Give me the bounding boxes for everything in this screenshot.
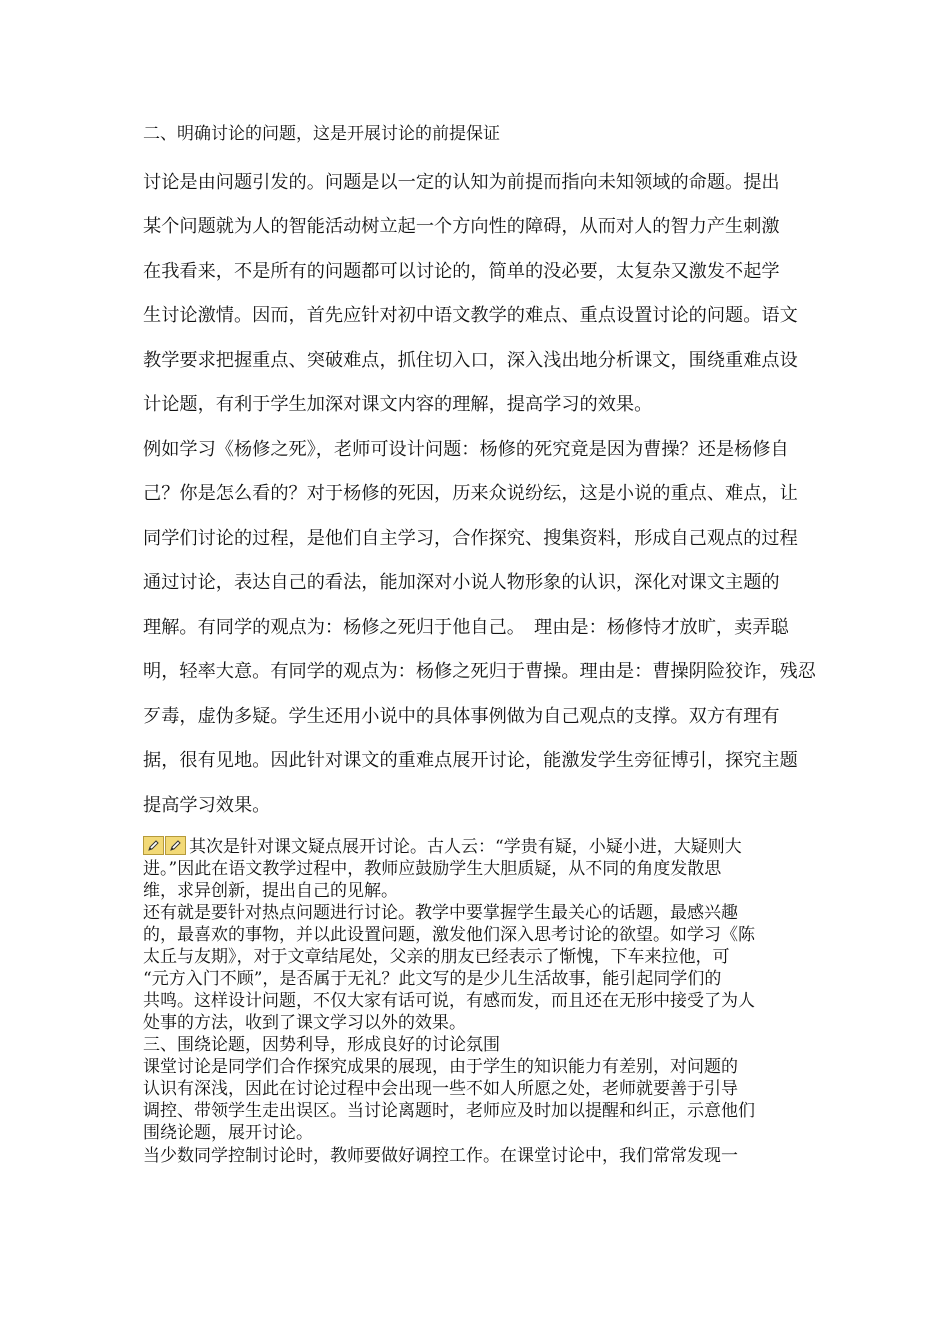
text-line: 计论题，有利于学生加深对课文内容的理解，提高学习的效果。	[143, 394, 653, 415]
pencil-marker-icon[interactable]	[143, 836, 164, 855]
section-two-heading: 二、明确讨论的问题，这是开展讨论的前提保证	[143, 124, 500, 144]
text-line: 太丘与友期》，对于文章结尾处，父亲的朋友已经表示了惭愧，下车来拉他，可	[143, 947, 730, 967]
text-line: 认识有深浅，因此在讨论过程中会出现一些不如人所愿之处，老师就要善于引导	[143, 1079, 738, 1099]
text-line: 还有就是要针对热点问题进行讨论。教学中要掌握学生最关心的话题，最感兴趣	[143, 903, 738, 923]
pencil-marker-icon[interactable]	[165, 836, 186, 855]
text-line: 歹毒，虚伪多疑。学生还用小说中的具体事例做为自己观点的支撑。双方有理有	[143, 706, 780, 727]
text-line: 提高学习效果。	[143, 795, 271, 816]
text-line: 通过讨论，表达自己的看法，能加深对小说人物形象的认识，深化对课文主题的	[143, 572, 780, 593]
text-line: 当少数同学控制讨论时，教师要做好调控工作。在课堂讨论中，我们常常发现一	[143, 1146, 738, 1166]
text-line: 同学们讨论的过程，是他们自主学习，合作探究、搜集资料，形成自己观点的过程	[143, 528, 798, 549]
text-line: 教学要求把握重点、突破难点，抓住切入口，深入浅出地分析课文，围绕重难点设	[143, 350, 798, 371]
text-line: 维，求异创新，提出自己的见解。	[143, 881, 398, 901]
text-line: 围绕论题，展开讨论。	[143, 1123, 313, 1143]
text-line: 的，最喜欢的事物，并以此设置问题，激发他们深入思考讨论的欲望。如学习《陈	[143, 925, 755, 945]
text-line: 例如学习《杨修之死》，老师可设计问题：杨修的死究竟是因为曹操？还是杨修自	[143, 439, 789, 460]
text-line: 课堂讨论是同学们合作探究成果的展现，由于学生的知识能力有差别，对问题的	[143, 1057, 738, 1077]
text-line-content: 其次是针对课文疑点展开讨论。古人云：“学贵有疑，小疑小进，大疑则大	[189, 837, 742, 857]
text-line: 己？你是怎么看的？对于杨修的死因，历来众说纷纭，这是小说的重点、难点，让	[143, 483, 798, 504]
section-three-heading: 三、围绕论题，因势利导，形成良好的讨论氛围	[143, 1035, 500, 1055]
text-line: “元方入门不顾”，是否属于无礼？此文写的是少儿生活故事，能引起同学们的	[143, 969, 722, 989]
text-line: 处事的方法，收到了课文学习以外的效果。	[143, 1013, 466, 1033]
text-line: 讨论是由问题引发的。问题是以一定的认知为前提而指向未知领域的命题。提出	[143, 172, 780, 193]
text-line: 明，轻率大意。有同学的观点为：杨修之死归于曹操。理由是：曹操阴险狡诈，残忍	[143, 661, 816, 682]
text-line: 进。”因此在语文教学过程中，教师应鼓励学生大胆质疑，从不同的角度发散思	[143, 859, 722, 879]
text-line: 据，很有见地。因此针对课文的重难点展开讨论，能激发学生旁征博引，探究主题	[143, 750, 798, 771]
text-line: 生讨论激情。因而，首先应针对初中语文教学的难点、重点设置讨论的问题。语文	[143, 305, 798, 326]
text-line: 某个问题就为人的智能活动树立起一个方向性的障碍，从而对人的智力产生刺激	[143, 216, 780, 237]
text-line: 调控、带领学生走出误区。当讨论离题时，老师应及时加以提醒和纠正，示意他们	[143, 1101, 755, 1121]
text-line: 在我看来，不是所有的问题都可以讨论的，简单的没必要，太复杂又激发不起学	[143, 261, 780, 282]
text-line: 共鸣。这样设计问题，不仅大家有话可说，有感而发，而且还在无形中接受了为人	[143, 991, 755, 1011]
text-line: 理解。有同学的观点为：杨修之死归于他自己。 理由是：杨修恃才放旷，卖弄聪	[143, 617, 789, 638]
